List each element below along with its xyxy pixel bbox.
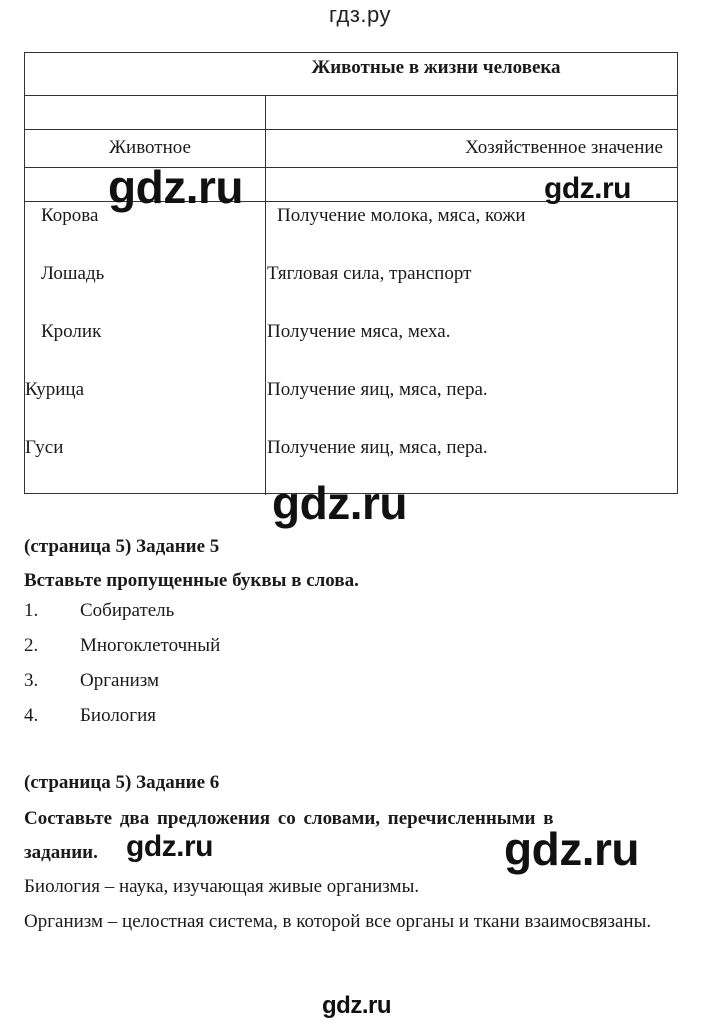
column-header-value: Хозяйственное значение (465, 137, 663, 158)
list-item: Организм (80, 670, 160, 691)
column-header-animal: Животное (109, 137, 191, 158)
site-header: гдз.ру (328, 2, 392, 27)
table-cell-animal: Гуси (25, 437, 64, 458)
list-number: 3. (24, 670, 39, 691)
task6-heading: (страница 5) Задание 6 (24, 772, 220, 793)
watermark: gdz.ru (504, 823, 639, 875)
task6-instruction-line1: Составьте два предложения со словами, перечисленными в (24, 808, 554, 829)
table-cell-value: Получение яиц, мяса, пера. (267, 379, 488, 400)
list-item: Биология (80, 705, 157, 726)
watermark: gdz.ru (108, 161, 243, 213)
table-cell-animal: Лошадь (41, 263, 105, 284)
watermark: gdz.ru (322, 992, 391, 1019)
table-cell-value: Получение молока, мяса, кожи (277, 205, 526, 226)
table-cell-value: Тягловая сила, транспорт (267, 263, 472, 284)
table-cell-animal: Корова (41, 205, 99, 226)
table-cell-animal: Курица (25, 379, 85, 400)
list-item: Собиратель (80, 600, 175, 621)
table-cell-value: Получение яиц, мяса, пера. (267, 437, 488, 458)
task5-heading: (страница 5) Задание 5 (24, 536, 220, 557)
list-number: 4. (24, 705, 39, 726)
table-column-divider (265, 95, 266, 495)
task6-sentence-1: Биология – наука, изучающая живые организмы. (24, 876, 420, 897)
table-divider (25, 129, 677, 130)
animals-table (24, 52, 678, 494)
table-cell-value: Получение мяса, меха. (267, 321, 451, 342)
list-item: Многоклеточный (80, 635, 221, 656)
watermark: gdz.ru (272, 477, 407, 529)
table-cell-animal: Кролик (41, 321, 102, 342)
table-divider (25, 95, 677, 96)
watermark: gdz.ru (544, 172, 631, 205)
task5-instruction: Вставьте пропущенные буквы в слова. (24, 570, 359, 591)
list-number: 1. (24, 600, 39, 621)
task6-instruction-line2: задании. (24, 842, 98, 863)
table-title: Животные в жизни человека (311, 57, 561, 78)
watermark: gdz.ru (126, 830, 213, 863)
list-number: 2. (24, 635, 39, 656)
task6-sentence-2: Организм – целостная система, в которой все органы и ткани взаимосвязаны. (24, 911, 652, 932)
